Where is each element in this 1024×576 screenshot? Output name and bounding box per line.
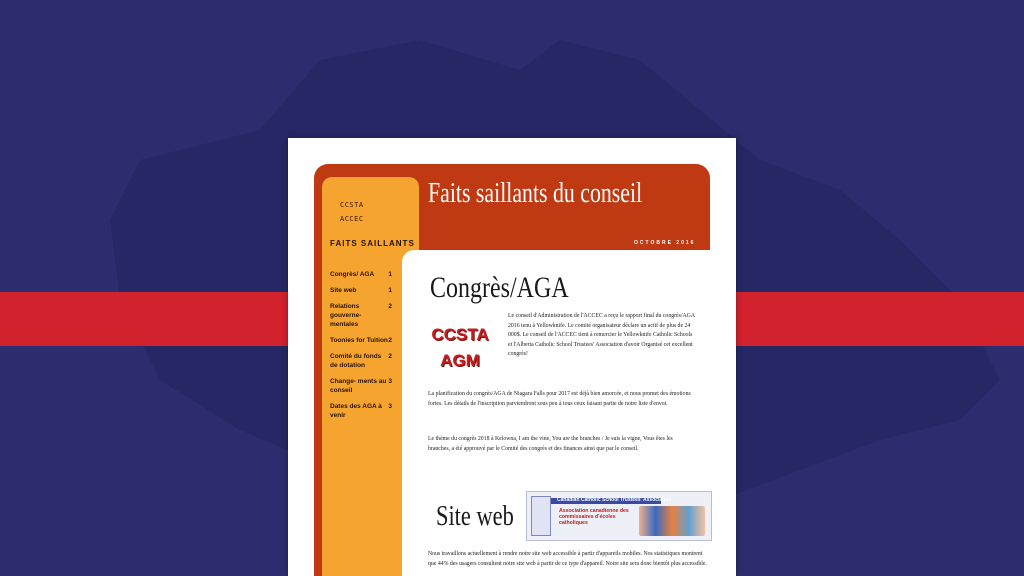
- students-photo: [639, 506, 705, 536]
- toc-page: 1: [388, 287, 392, 294]
- banner-french-name: Association canadienne des commissaires d'écoles catholiques: [559, 508, 629, 526]
- toc-page: 2: [388, 353, 392, 360]
- issue-date: OCTOBRE 2016: [634, 240, 696, 246]
- newsletter-page: [288, 138, 736, 576]
- toc-item[interactable]: [330, 352, 392, 370]
- toc-page: 2: [388, 337, 392, 344]
- toc-label: Dates des AGA à venir: [330, 403, 382, 419]
- org-line-1: CCSTA: [340, 201, 364, 209]
- logo-line-1: CCSTA: [431, 325, 489, 344]
- section-heading-congres: Congrès/AGA: [430, 271, 569, 304]
- toc-item[interactable]: [330, 286, 392, 295]
- ccsta-banner: [526, 491, 712, 541]
- toc-label: Comité du fonds de dotation: [330, 353, 382, 369]
- toc-label: Change- ments au conseil: [330, 378, 387, 394]
- toc-label: Toonies for Tuition: [330, 337, 388, 344]
- organization-acronyms: [340, 198, 364, 226]
- toc-item[interactable]: [330, 270, 392, 279]
- paragraph-site-web: Nous travaillons actuellement à rendre notre site web accessible à partir d'appareils mobiles. Nos statistiques montrent que 44% des usagers consultent notre site web à partir de ce type d'appareil. Notre site sera donc bientôt plus accessible.: [428, 551, 707, 567]
- toc-item[interactable]: [330, 377, 392, 395]
- sidebar-heading: FAITS SAILLANTS: [330, 239, 415, 248]
- table-of-contents: [330, 270, 392, 427]
- toc-page: 1: [388, 271, 392, 278]
- org-line-2: ACCEC: [340, 215, 364, 223]
- logo-line-2: AGM: [440, 351, 480, 370]
- toc-item[interactable]: [330, 402, 392, 420]
- ccsta-seal-icon: [531, 496, 551, 536]
- ccsta-agm-logo: [426, 322, 494, 374]
- toc-label: Congrès/ AGA: [330, 271, 375, 278]
- toc-label: Site web: [330, 287, 357, 294]
- toc-item[interactable]: [330, 336, 392, 345]
- toc-page: 2: [388, 303, 392, 310]
- toc-page: 3: [388, 378, 392, 385]
- toc-item[interactable]: [330, 302, 392, 329]
- toc-page: 3: [388, 403, 392, 410]
- toc-label: Relations gouverne- mentales: [330, 303, 362, 328]
- paragraph-kelowna: Le thème du congrès 2018 à Kelowna, I am the vine, You are the branches / Je suis la vigne, Vous êtes les branches, a été approuvé par le Comité des congrès et des finances ainsi que par le conseil.: [428, 436, 673, 452]
- section-heading-site-web: Site web: [436, 501, 514, 532]
- paragraph-niagara: La planification du congrès/AGA de Niagara Falls pour 2017 est déjà bien amorcée, et nous promet des émotions fortes. Les détails de l'inscription parviendront sous peu à tous ceux faisant partie de notre liste d'envoi.: [428, 391, 691, 407]
- banner-english-name: Canadian Catholic School Trustees' Association: [557, 497, 672, 503]
- newsletter-title: Faits saillants du conseil: [428, 178, 643, 209]
- paragraph-congres-report: Le conseil d'Administration de l'ACCEC a reçu le rapport final du congrès/AGA 2016 tenu à Yellowknife. Le comité organisateur déclare un actif de plus de 24 000$. Le conseil de l'ACCEC tient à remercier le Yellowknife Catholic Schools et l'Alberta Catholic School Trustees' Association d'avoir Organisé cet excellent congrès!: [508, 313, 695, 357]
